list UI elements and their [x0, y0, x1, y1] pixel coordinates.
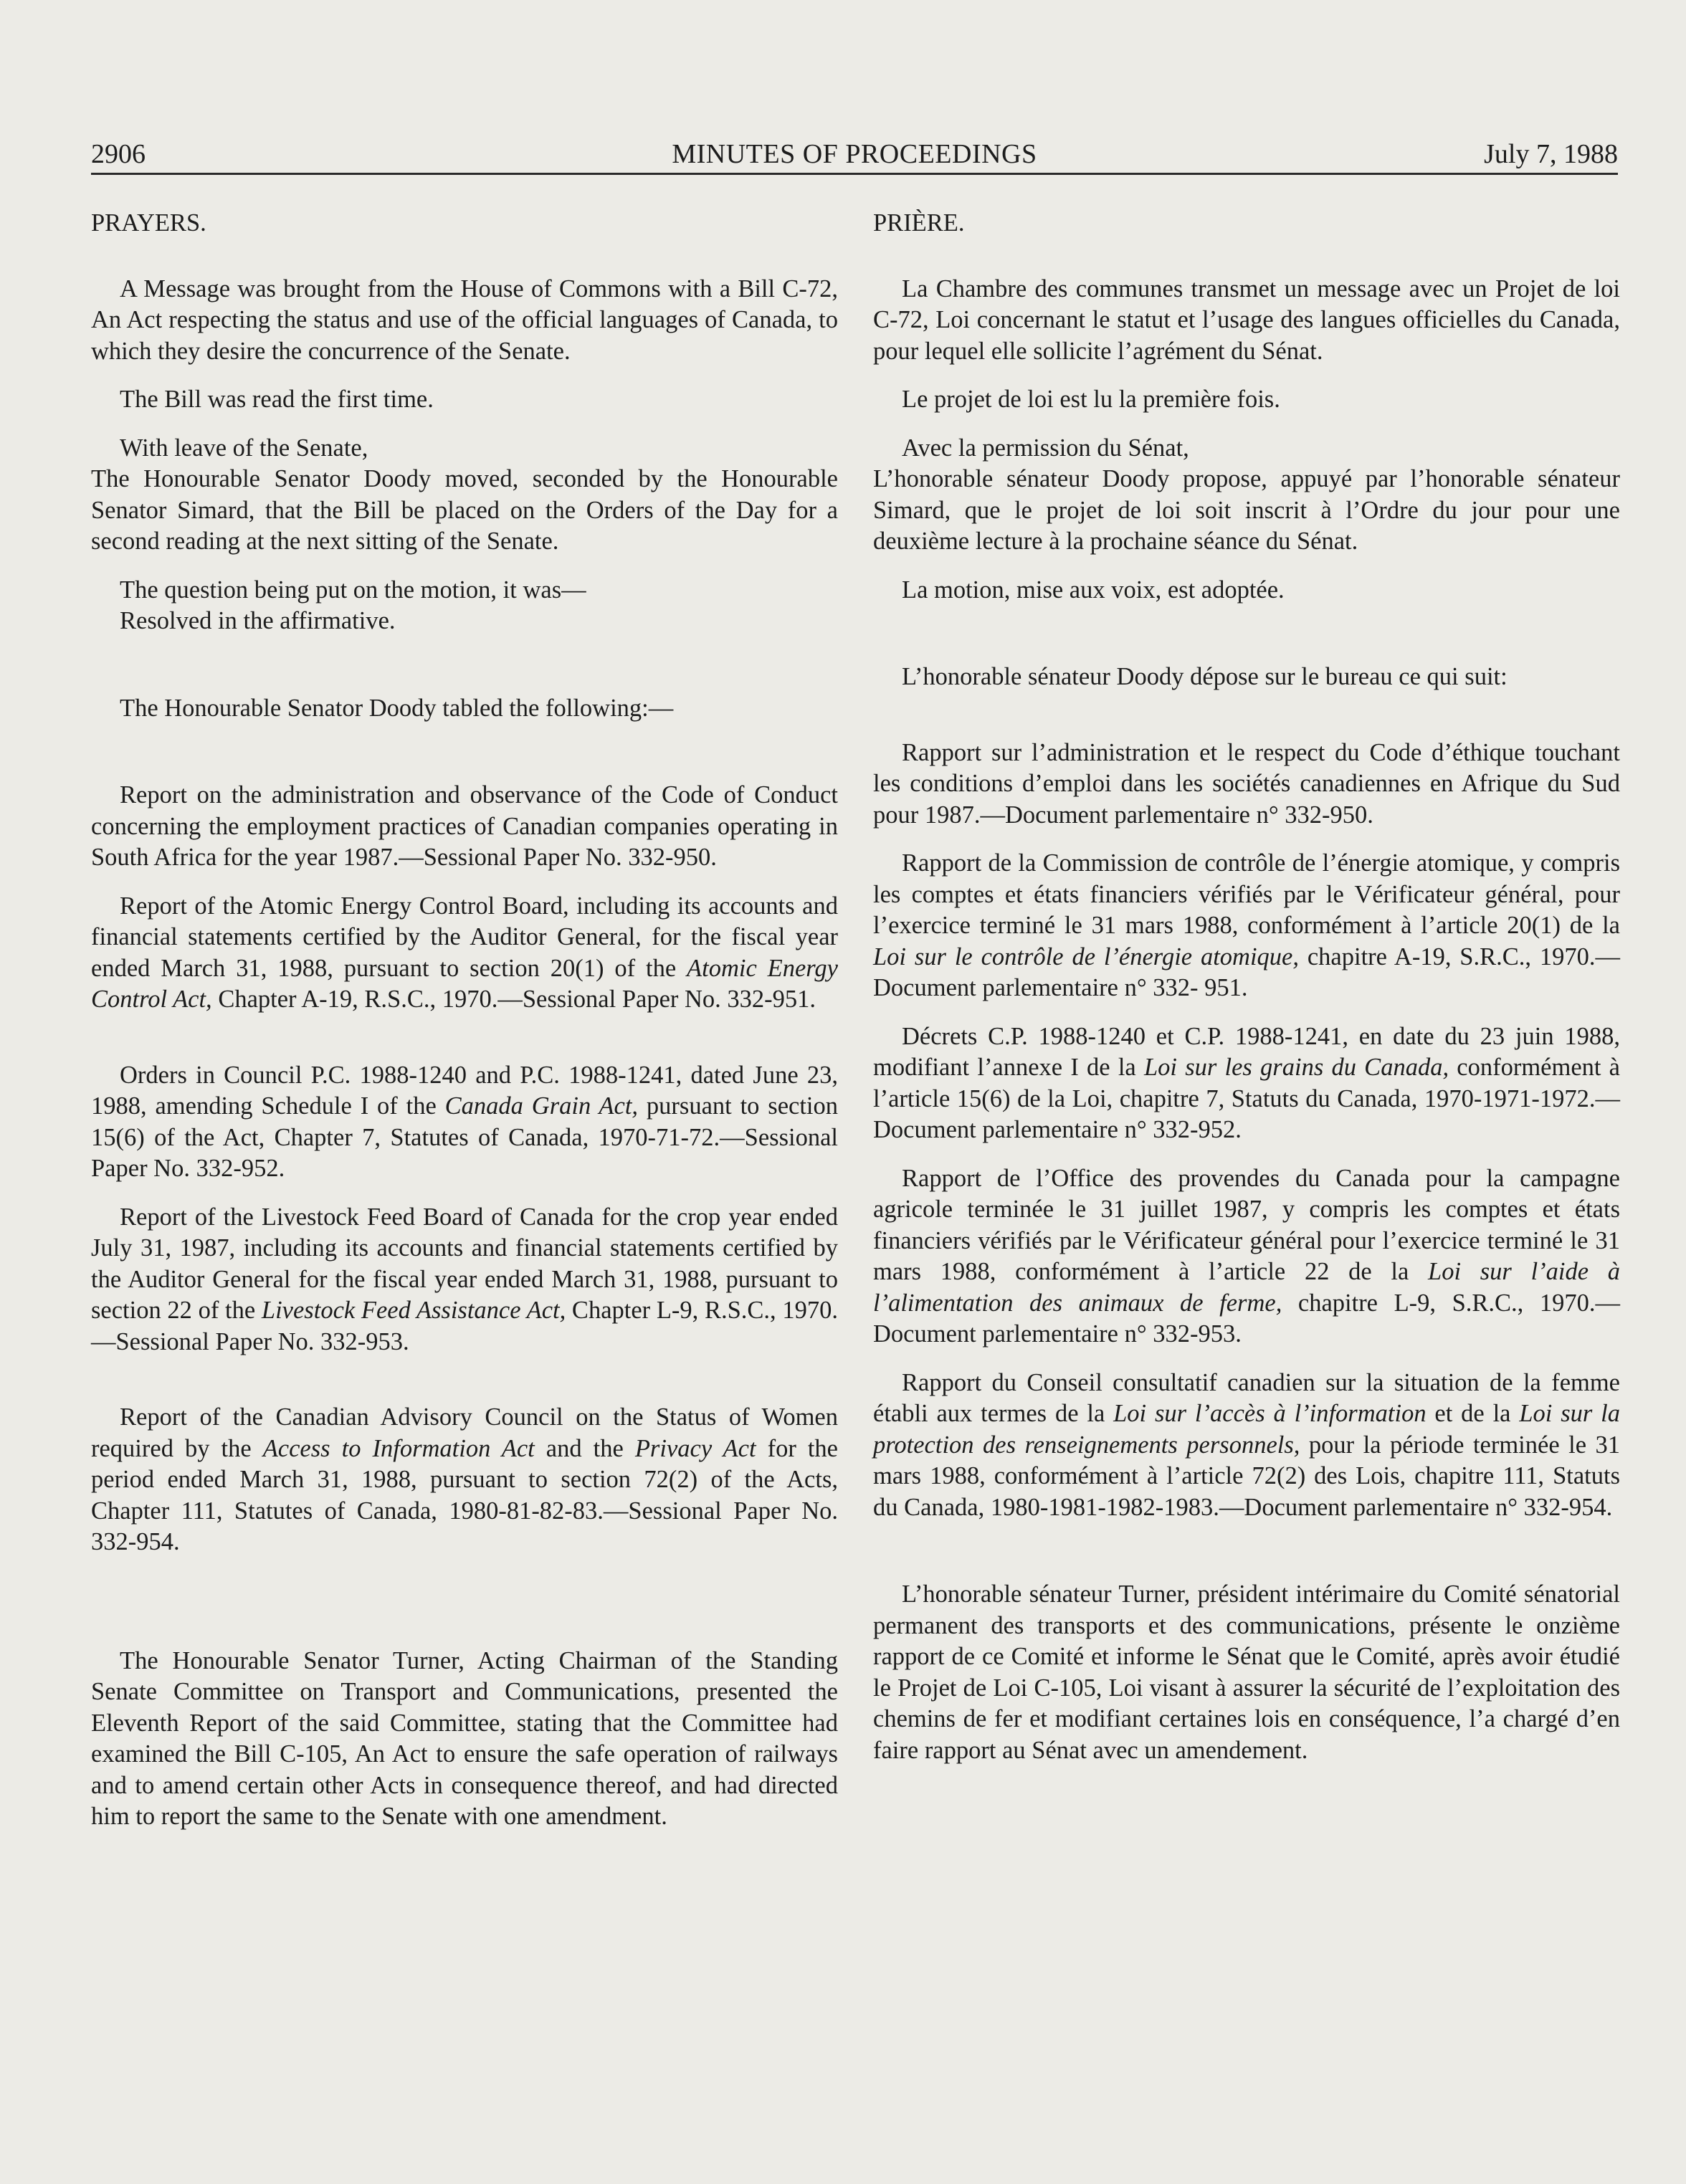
english-report-livestock-feed: Report of the Livestock Feed Board of Canada for the crop year ended July 31, 1987, including its accounts and financial statements certified by the Auditor General for the fiscal year ended March 31, 1988, pursuant to section 22 of the Livestock Feed Assistance Act, Chapter L-9, R.S.C., 1970.—Sessional Paper No. 332-953.	[91, 1203, 839, 1355]
header-date: July 7, 1988	[1484, 139, 1618, 169]
french-column	[873, 208, 1620, 1783]
english-report-atomic-energy: Report of the Atomic Energy Control Board, including its accounts and financial statements certified by the Auditor General, for the fiscal year ended March 31, 1988, pursuant to section 20(1) of the Atomic Energy Control Act, Chapter A-19, R.S.C., 1970.—Sessional Paper No. 332-951.	[91, 892, 838, 1013]
french-report-code-of-conduct: Rapport sur l’administration et le respect du Code d’éthique touchant les conditions d’emploi dans les sociétés canadiennes en Afrique du Sud pour 1987.—Document parlementaire n° 332-950.	[873, 738, 1620, 829]
running-title: MINUTES OF PROCEEDINGS	[672, 139, 1037, 169]
english-turner-report: The Honourable Senator Turner, Acting Chairman of the Standing Senate Committee on Transport and Communications, presented the Eleventh Report of the said Committee, stating that the Committee had examined the Bill C-105, An Act to ensure the safe operation of railways and to amend certain other Acts in consequence thereof, and had directed him to report the same to the Senate with one amendment.	[91, 1646, 838, 1830]
english-report-status-of-women: Report of the Canadian Advisory Council on the Status of Women required by the Access to Information Act and the Privacy Act for the period ended March 31, 1988, pursuant to section 72(2) of the Acts, Chapter 111, Statutes of Canada, 1980-81-82-83.—Sessional Paper No. 332-954.	[91, 1403, 838, 1555]
french-report-status-of-women: Rapport du Conseil consultatif canadien sur la situation de la femme établi aux termes de la Loi sur l’accès à l’information et de la Loi sur la protection des renseignements personnels, pour la période terminée le 31 mars 1988, conformément à l’article 72(2) des Lois, chapitre 111, Statuts du Canada, 1980-1981-1982-1983.—Document parlementaire n° 332-954.	[873, 1368, 1620, 1521]
english-leave-line2: The Honourable Senator Doody moved, seconded by the Honourable Senator Simard, that the Bill be placed on the Orders of the Day for a second reading at the next sitting of the Senate.	[91, 465, 838, 555]
english-question-line1: The question being put on the motion, it was—	[120, 576, 586, 604]
english-question-line2: Resolved in the affirmative.	[120, 607, 396, 634]
french-orders-in-council: Décrets C.P. 1988-1240 et C.P. 1988-1241, en date du 23 juin 1988, modifiant l’annexe I de la Loi sur les grains du Canada, conformément à l’article 15(6) de la Loi, chapitre 7, Statuts du Canada, 1970-1971-1972.—Document parlementaire n° 332-952.	[873, 1022, 1620, 1143]
english-leave-line1: With leave of the Senate,	[120, 434, 368, 462]
header-rule	[91, 173, 1618, 175]
english-heading: PRAYERS.	[91, 209, 206, 237]
page-header	[91, 136, 1618, 176]
french-message: La Chambre des communes transmet un message avec un Projet de loi C-72, Loi concernant le statut et l’usage des langues officielles du Canada, pour lequel elle sollicite l’agrément du Sénat.	[873, 275, 1620, 365]
french-motion: La motion, mise aux voix, est adoptée.	[902, 576, 1285, 604]
french-heading: PRIÈRE.	[873, 209, 965, 237]
english-first-reading: The Bill was read the first time.	[120, 386, 434, 413]
english-report-code-of-conduct: Report on the administration and observance of the Code of Conduct concerning the employment practices of Canadian companies operating in South Africa for the year 1987.—Sessional Paper No. 332-950.	[91, 781, 838, 871]
french-leave	[873, 433, 1620, 558]
french-tabled: L’honorable sénateur Doody dépose sur le bureau ce qui suit:	[902, 663, 1508, 690]
english-tabled: The Honourable Senator Doody tabled the following:—	[120, 694, 674, 722]
english-message: A Message was brought from the House of Commons with a Bill C-72, An Act respecting the status and use of the official languages of Canada, to which they desire the concurrence of the Senate.	[91, 275, 838, 365]
french-report-atomic-energy: Rapport de la Commission de contrôle de l’énergie atomique, y compris les comptes et états financiers vérifiés par le Vérificateur général, pour l’exercice terminé le 31 mars 1988, conformément à l’article 20(1) de la Loi sur le contrôle de l’énergie atomique, chapitre A-19, S.R.C., 1970.—Document parlementaire n° 332- 951.	[873, 849, 1621, 1001]
french-first-reading: Le projet de loi est lu la première fois.	[902, 386, 1280, 413]
english-leave	[91, 433, 838, 558]
french-leave-line1: Avec la permission du Sénat,	[902, 434, 1189, 462]
french-leave-line2: L’honorable sénateur Doody propose, appuyé par l’honorable sénateur Simard, que le projet de loi soit inscrit à l’Ordre du jour pour une deuxième lecture à la prochaine séance du Sénat.	[873, 465, 1620, 555]
french-report-livestock-feed: Rapport de l’Office des provendes du Canada pour la campagne agricole terminée le 31 juillet 1987, y compris les comptes et états financiers vérifiés par le Vérificateur général pour l’exercice terminé le 31 mars 1988, conformément à l’article 22 de la Loi sur l’aide à l’alimentation des animaux de ferme, chapitre L-9, S.R.C., 1970.—Document parlementaire n° 332-953.	[873, 1164, 1620, 1348]
french-turner-report: L’honorable sénateur Turner, président intérimaire du Comité sénatorial permanent des transports et des communications, présente le onzième rapport de ce Comité et informe le Sénat que le Comité, après avoir étudié le Projet de Loi C-105, Loi visant à assurer la sécurité de l’exploitation des chemins de fer et modifiant certaines lois en conséquence, l’a chargé d’en faire rapport au Sénat avec un amendement.	[873, 1580, 1620, 1764]
english-orders-in-council: Orders in Council P.C. 1988-1240 and P.C. 1988-1241, dated June 23, 1988, amending Schedule I of the Canada Grain Act, pursuant to section 15(6) of the Act, Chapter 7, Statutes of Canada, 1970-71-72.—Sessional Paper No. 332-952.	[91, 1061, 838, 1182]
english-column	[91, 208, 838, 1850]
english-question	[91, 575, 838, 637]
page-number: 2906	[91, 139, 146, 169]
